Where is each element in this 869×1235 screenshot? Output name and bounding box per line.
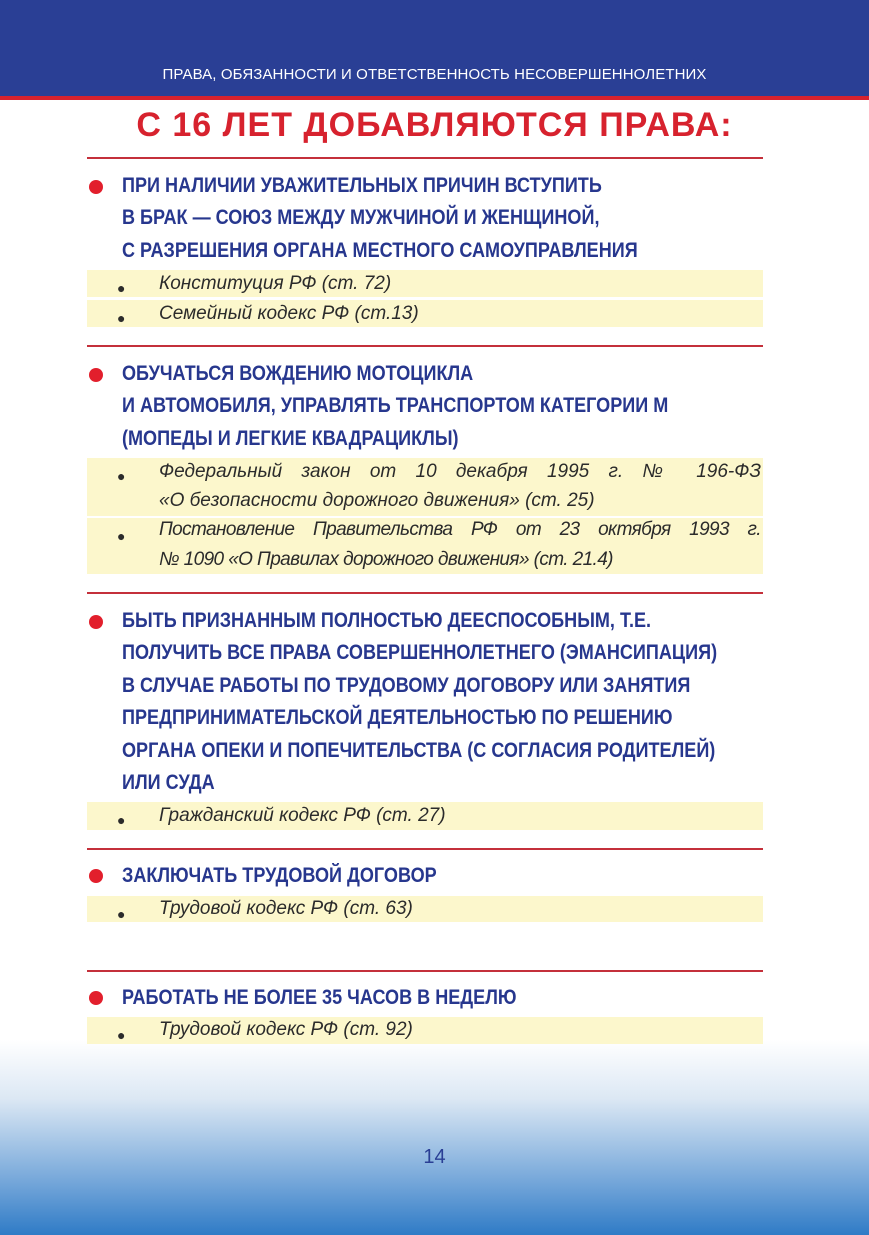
heading-line: (МОПЕДЫ И ЛЕГКИЕ КВАДРАЦИКЛЫ) — [122, 426, 459, 450]
header-divider — [0, 96, 869, 100]
list-bullet-icon: ● — [117, 280, 126, 296]
reference-text: Трудовой кодекс РФ (ст. 92) — [159, 1019, 413, 1040]
heading-line: ПРИ НАЛИЧИИ УВАЖИТЕЛЬНЫХ ПРИЧИН ВСТУПИТЬ — [122, 174, 602, 197]
section-divider — [87, 157, 763, 159]
reference-item — [87, 518, 763, 574]
list-bullet-icon: ● — [117, 906, 126, 922]
reference-item — [87, 270, 763, 297]
reference-text: «О безопасности дорожного движения» (ст. 25) — [159, 490, 595, 511]
reference-item — [87, 300, 763, 327]
list-bullet-icon: ● — [117, 310, 126, 326]
list-bullet-icon: ● — [117, 1027, 126, 1043]
bullet-icon — [89, 368, 103, 382]
reference-item — [87, 896, 763, 922]
reference-text: Конституция РФ (ст. 72) — [159, 273, 392, 294]
section-divider — [87, 345, 763, 347]
heading-line: ОРГАНА ОПЕКИ И ПОПЕЧИТЕЛЬСТВА (С СОГЛАСИЯ РОДИТЕЛЕЙ) — [122, 738, 716, 762]
section-heading — [122, 170, 672, 267]
reference-item — [87, 1017, 763, 1044]
list-bullet-icon: ● — [117, 812, 126, 828]
heading-line: В БРАК — СОЮЗ МЕЖДУ МУЖЧИНОЙ И ЖЕНЩИНОЙ, — [122, 206, 600, 230]
reference-text: Гражданский кодекс РФ (ст. 27) — [159, 805, 446, 826]
heading-line: БЫТЬ ПРИЗНАННЫМ ПОЛНОСТЬЮ ДЕЕСПОСОБНЫМ, Т.Е. — [122, 609, 652, 632]
page-title: С 16 ЛЕТ ДОБАВЛЯЮТСЯ ПРАВА: — [136, 106, 733, 144]
heading-line: РАБОТАТЬ НЕ БОЛЕЕ 35 ЧАСОВ В НЕДЕЛЮ — [122, 986, 517, 1009]
bullet-icon — [89, 180, 103, 194]
heading-line: ПОЛУЧИТЬ ВСЕ ПРАВА СОВЕРШЕННОЛЕТНЕГО (ЭМАНСИПАЦИЯ) — [122, 641, 718, 665]
section-divider — [87, 848, 763, 850]
reference-item — [87, 458, 763, 516]
reference-text: № 1090 «О Правилах дорожного движения» (ст. 21.4) — [159, 549, 613, 570]
heading-line: ПРЕДПРИНИМАТЕЛЬСКОЙ ДЕЯТЕЛЬНОСТЬЮ ПО РЕШЕНИЮ — [122, 706, 673, 730]
header-title: ПРАВА, ОБЯЗАННОСТИ И ОТВЕТСТВЕННОСТЬ НЕСОВЕРШЕННОЛЕТНИХ — [162, 66, 707, 83]
list-bullet-icon: ● — [117, 528, 126, 544]
footer-gradient — [0, 1040, 869, 1235]
bullet-icon — [89, 991, 103, 1005]
section-heading — [122, 605, 718, 799]
section-heading — [122, 860, 672, 892]
list-bullet-icon: ● — [117, 468, 126, 484]
reference-text: Семейный кодекс РФ (ст.13) — [159, 303, 419, 324]
reference-text: Постановление Правительства РФ от 23 октября 1993 г. — [159, 519, 761, 540]
heading-line: И АВТОМОБИЛЯ, УПРАВЛЯТЬ ТРАНСПОРТОМ КАТЕГОРИИ М — [122, 394, 669, 418]
section-divider — [87, 592, 763, 594]
section-divider — [87, 970, 763, 972]
page-number: 14 — [423, 1146, 446, 1168]
heading-line: ОБУЧАТЬСЯ ВОЖДЕНИЮ МОТОЦИКЛА — [122, 362, 474, 385]
reference-text: Трудовой кодекс РФ (ст. 63) — [159, 898, 413, 919]
section-heading — [122, 982, 672, 1014]
section-heading — [122, 358, 672, 455]
heading-line: ЗАКЛЮЧАТЬ ТРУДОВОЙ ДОГОВОР — [122, 864, 437, 887]
bullet-icon — [89, 615, 103, 629]
heading-line: С РАЗРЕШЕНИЯ ОРГАНА МЕСТНОГО САМОУПРАВЛЕНИЯ — [122, 238, 638, 262]
reference-item — [87, 802, 763, 830]
heading-line: ИЛИ СУДА — [122, 771, 215, 795]
reference-text: Федеральный закон от 10 декабря 1995 г. № 196-ФЗ — [159, 461, 761, 482]
heading-line: В СЛУЧАЕ РАБОТЫ ПО ТРУДОВОМУ ДОГОВОРУ ИЛИ ЗАНЯТИЯ — [122, 673, 691, 697]
bullet-icon — [89, 869, 103, 883]
